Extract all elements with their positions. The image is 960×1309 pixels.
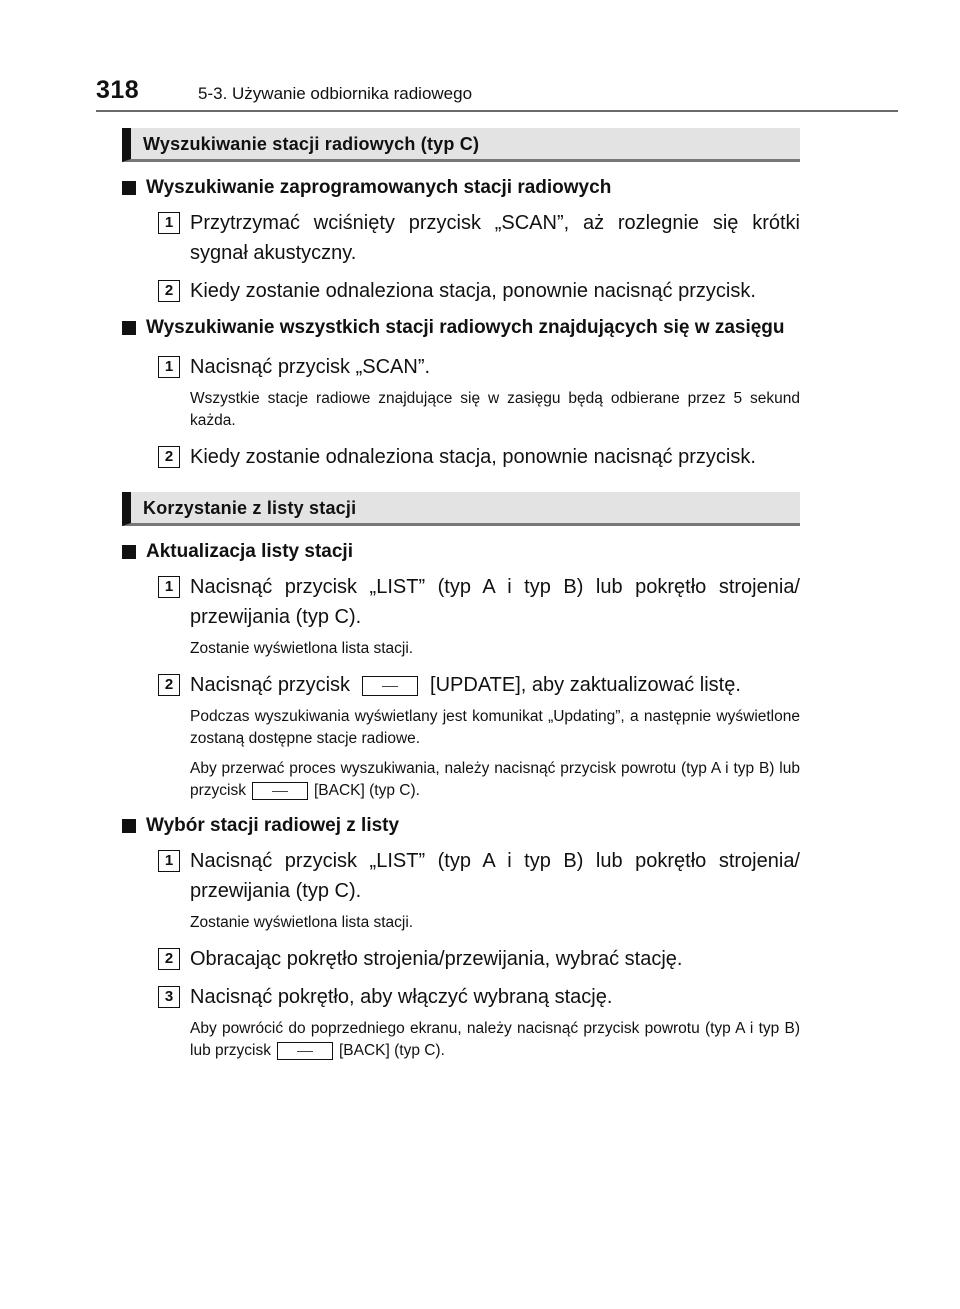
step-item (122, 572, 800, 632)
step-text-after: [UPDATE], aby zaktualizować listę. (430, 674, 741, 696)
step-item (122, 208, 800, 268)
step-text: Nacisnąć pokrętło, aby włączyć wybraną stację. (190, 986, 613, 1008)
step-item (122, 846, 800, 906)
step-number-badge: 3 (158, 986, 180, 1008)
step-text: Nacisnąć przycisk „LIST” (typ A i typ B) lub pokrętło strojenia/ przewijania (typ C). (190, 850, 800, 902)
step-text: Nacisnąć przycisk „SCAN”. (190, 356, 431, 378)
step-item (122, 944, 800, 974)
subsection-heading: Aktualizacja listy stacji (122, 538, 800, 566)
step-note: Aby powrócić do poprzedniego ekranu, należy nacisnąć przycisk powrotu (typ A i typ B) lub przycisk [BACK] (typ C). (190, 1020, 800, 1059)
update-button-icon (362, 676, 418, 696)
section-title: Korzystanie z listy stacji (143, 498, 357, 518)
step-item (122, 982, 800, 1012)
step-text: Obracając pokrętło strojenia/przewijania, wybrać stację. (190, 948, 683, 970)
header-divider (96, 110, 898, 112)
step-note: Wszystkie stacje radiowe znajdujące się w zasięgu będą odbierane przez 5 sekund każda. (190, 390, 800, 429)
step-number-badge: 2 (158, 948, 180, 970)
step-text: Nacisnąć przycisk „LIST” (typ A i typ B) lub pokrętło strojenia/ przewijania (typ C). (190, 576, 800, 628)
step-number-badge: 1 (158, 212, 180, 234)
page-content (122, 128, 800, 1062)
subsection-heading: Wyszukiwanie wszystkich stacji radiowych znajdujących się w zasięgu (122, 314, 800, 342)
step-item (122, 352, 800, 382)
square-bullet-icon (122, 819, 136, 833)
step-number-badge: 2 (158, 674, 180, 696)
section-heading-search (122, 128, 800, 162)
step-number-badge: 1 (158, 576, 180, 598)
step-text: Kiedy zostanie odnaleziona stacja, ponownie nacisnąć przycisk. (190, 280, 756, 302)
step-note: Aby przerwać proces wyszukiwania, należy nacisnąć przycisk powrotu (typ A i typ B) lub przycisk [BACK] (typ C). (190, 760, 800, 799)
square-bullet-icon (122, 321, 136, 335)
subsection-heading: Wybór stacji radiowej z listy (122, 812, 800, 840)
step-text: Przytrzymać wciśnięty przycisk „SCAN”, aż rozlegnie się krótki sygnał akustyczny. (190, 212, 800, 264)
page-number: 318 (96, 76, 140, 104)
page-header (0, 0, 960, 112)
step-number-badge: 2 (158, 446, 180, 468)
step-number-badge: 2 (158, 280, 180, 302)
step-text-before: Nacisnąć przycisk (190, 674, 351, 696)
step-note: Podczas wyszukiwania wyświetlany jest komunikat „Updating”, a następnie wyświetlone zostaną dostępne stacje radiowe. (190, 708, 800, 747)
square-bullet-icon (122, 181, 136, 195)
step-number-badge: 1 (158, 850, 180, 872)
step-item (122, 442, 800, 472)
section-title: Wyszukiwanie stacji radiowych (typ C) (143, 134, 480, 154)
step-number-badge: 1 (158, 356, 180, 378)
subsection-heading: Wyszukiwanie zaprogramowanych stacji radiowych (122, 174, 800, 202)
section-heading-station-list (122, 492, 800, 526)
chapter-title: 5-3. Używanie odbiornika radiowego (198, 84, 473, 103)
back-button-icon (252, 782, 308, 800)
step-item (122, 670, 800, 700)
step-item (122, 276, 800, 306)
step-note: Zostanie wyświetlona lista stacji. (190, 640, 414, 657)
square-bullet-icon (122, 545, 136, 559)
back-button-icon (277, 1042, 333, 1060)
step-text: Kiedy zostanie odnaleziona stacja, ponownie nacisnąć przycisk. (190, 446, 756, 468)
step-note: Zostanie wyświetlona lista stacji. (190, 914, 414, 931)
